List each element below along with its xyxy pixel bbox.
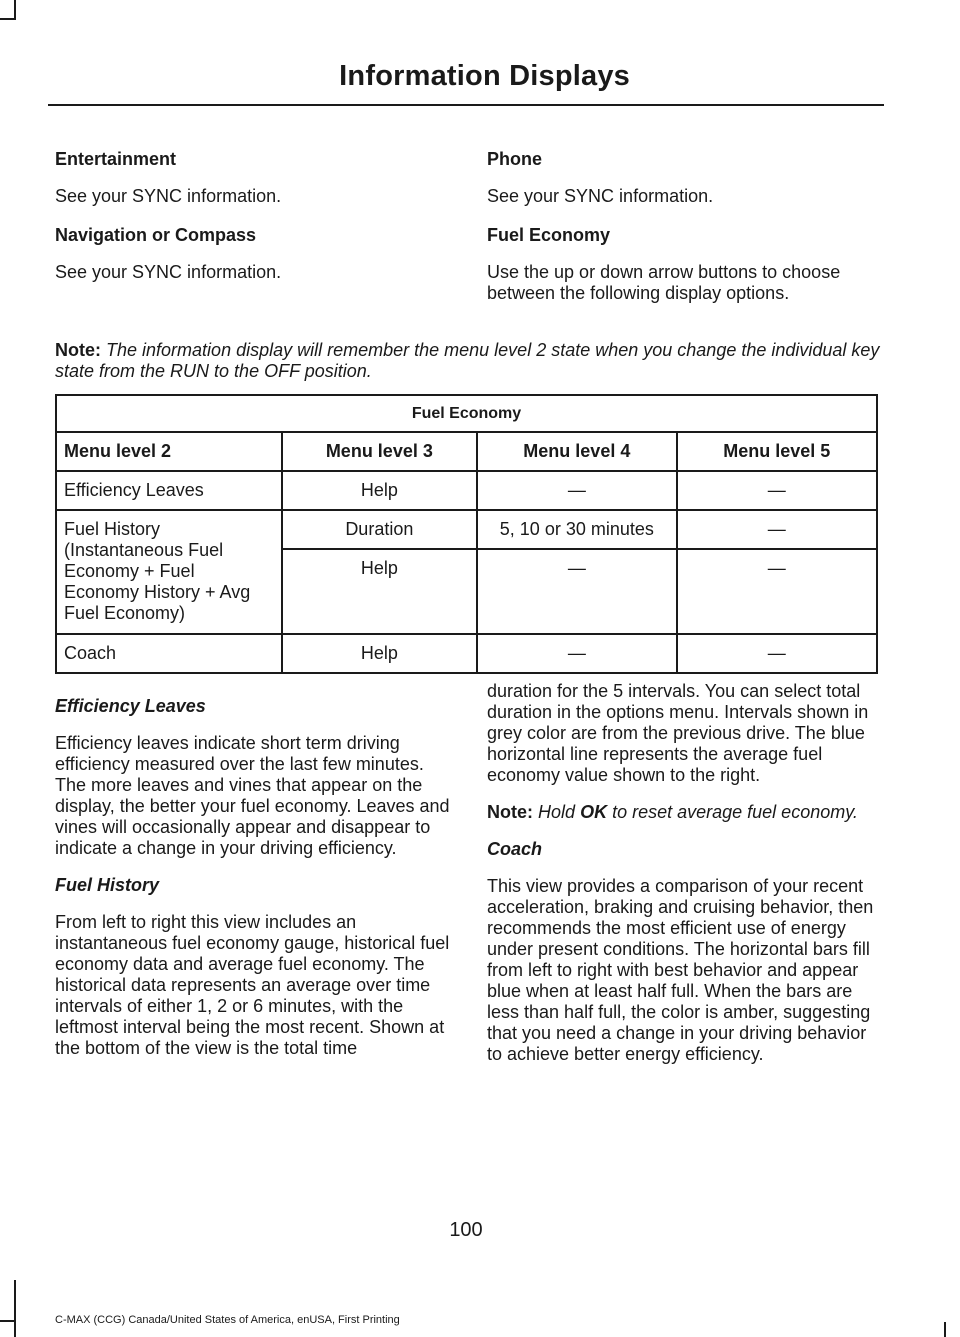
left-top-column <box>55 149 450 299</box>
coach-text: This view provides a comparison of your recent acceleration, braking and cruising behavior, then recommends the most efficient use of energy under present conditions. The horizontal bars fill from left to right with best behavior and appear blue when at least half full. When the bars are less than half full, the color is amber, suggesting that you need a change in your driving behavior to achieve better energy efficiency. <box>487 876 874 1064</box>
table-row <box>56 471 877 510</box>
left-bottom-column <box>55 696 450 1075</box>
reset-note <box>487 802 882 823</box>
header-menu-level-3: Menu level 3 <box>282 432 478 471</box>
table-cell: Help <box>282 634 478 673</box>
fuel-economy-table <box>55 394 878 674</box>
crop-mark-bottom-right <box>944 1322 946 1337</box>
table-caption-row <box>56 395 877 432</box>
header-menu-level-5: Menu level 5 <box>677 432 877 471</box>
fuel-history-heading: Fuel History <box>55 875 160 895</box>
crop-mark-bottom-left-h <box>0 1320 14 1322</box>
footer-text: C-MAX (CCG) Canada/United States of America, enUSA, First Printing <box>55 1314 400 1326</box>
crop-mark-top-left <box>14 0 16 18</box>
header-menu-level-2: Menu level 2 <box>56 432 282 471</box>
table-cell: Duration <box>282 510 478 549</box>
table-cell: — <box>677 634 877 673</box>
table-cell: Help <box>282 471 478 510</box>
table-cell: — <box>677 510 877 549</box>
table-row <box>56 634 877 673</box>
coach-heading: Coach <box>487 839 543 859</box>
crop-mark-bottom-left <box>14 1280 16 1337</box>
entertainment-heading: Entertainment <box>55 149 177 169</box>
navigation-heading: Navigation or Compass <box>55 225 257 245</box>
table-cell: — <box>677 471 877 510</box>
header-menu-level-4: Menu level 4 <box>477 432 676 471</box>
page-title: Information Displays <box>339 60 630 92</box>
fuel-economy-heading: Fuel Economy <box>487 225 611 245</box>
phone-text: See your SYNC information. <box>487 186 714 206</box>
right-bottom-column <box>487 681 882 1081</box>
table-caption: Fuel Economy <box>56 395 877 432</box>
entertainment-text: See your SYNC information. <box>55 186 282 206</box>
table-cell: Help <box>282 549 478 634</box>
table-cell: Fuel History (Instantaneous Fuel Economy + Fuel Economy History + Avg Fuel Economy) <box>56 510 282 634</box>
fuel-economy-text: Use the up or down arrow buttons to choose between the following display options. <box>487 262 841 303</box>
table-cell: — <box>477 634 676 673</box>
table-cell: 5, 10 or 30 minutes <box>477 510 676 549</box>
table-row <box>56 510 877 549</box>
menu-state-note <box>55 340 885 382</box>
table-cell: — <box>677 549 877 634</box>
fuel-history-continued: duration for the 5 intervals. You can select total duration in the options menu. Intervals shown in grey color are from the previous drive. The blue horizontal line represents the average fuel economy value shown to the right. <box>487 681 869 785</box>
reset-note-pre: Hold <box>538 802 576 822</box>
right-top-column <box>487 149 882 320</box>
table-header-row <box>56 432 877 471</box>
efficiency-leaves-text: Efficiency leaves indicate short term driving efficiency measured over the last few minutes. The more leaves and vines that appear on the display, the better your fuel economy. Leaves and vines will occasionally appear and disappear to indicate a change in your driving efficiency. <box>55 733 450 858</box>
page-number: 100 <box>449 1219 483 1241</box>
navigation-text: See your SYNC information. <box>55 262 282 282</box>
crop-mark-top-left-h <box>0 18 16 20</box>
ok-key-label: OK <box>580 802 608 822</box>
phone-heading: Phone <box>487 149 543 169</box>
header-rule <box>48 104 884 106</box>
note-text: The information display will remember the menu level 2 state when you change the individual key state from the RUN to the OFF position. <box>55 340 880 381</box>
fuel-history-text: From left to right this view includes an instantaneous fuel economy gauge, historical fuel economy data and average fuel economy. The historical data represents an average over time intervals of either 1, 2 or 6 minutes, with the leftmost interval being the most recent. Shown at the bottom of the view is the total time <box>55 912 450 1058</box>
efficiency-leaves-heading: Efficiency Leaves <box>55 696 206 716</box>
table-cell: Efficiency Leaves <box>56 471 282 510</box>
table-cell: Coach <box>56 634 282 673</box>
note-label: Note: <box>55 340 101 360</box>
reset-note-label: Note: <box>487 802 533 822</box>
table-cell: — <box>477 471 676 510</box>
table-cell: — <box>477 549 676 634</box>
reset-note-post: to reset average fuel economy. <box>612 802 858 822</box>
